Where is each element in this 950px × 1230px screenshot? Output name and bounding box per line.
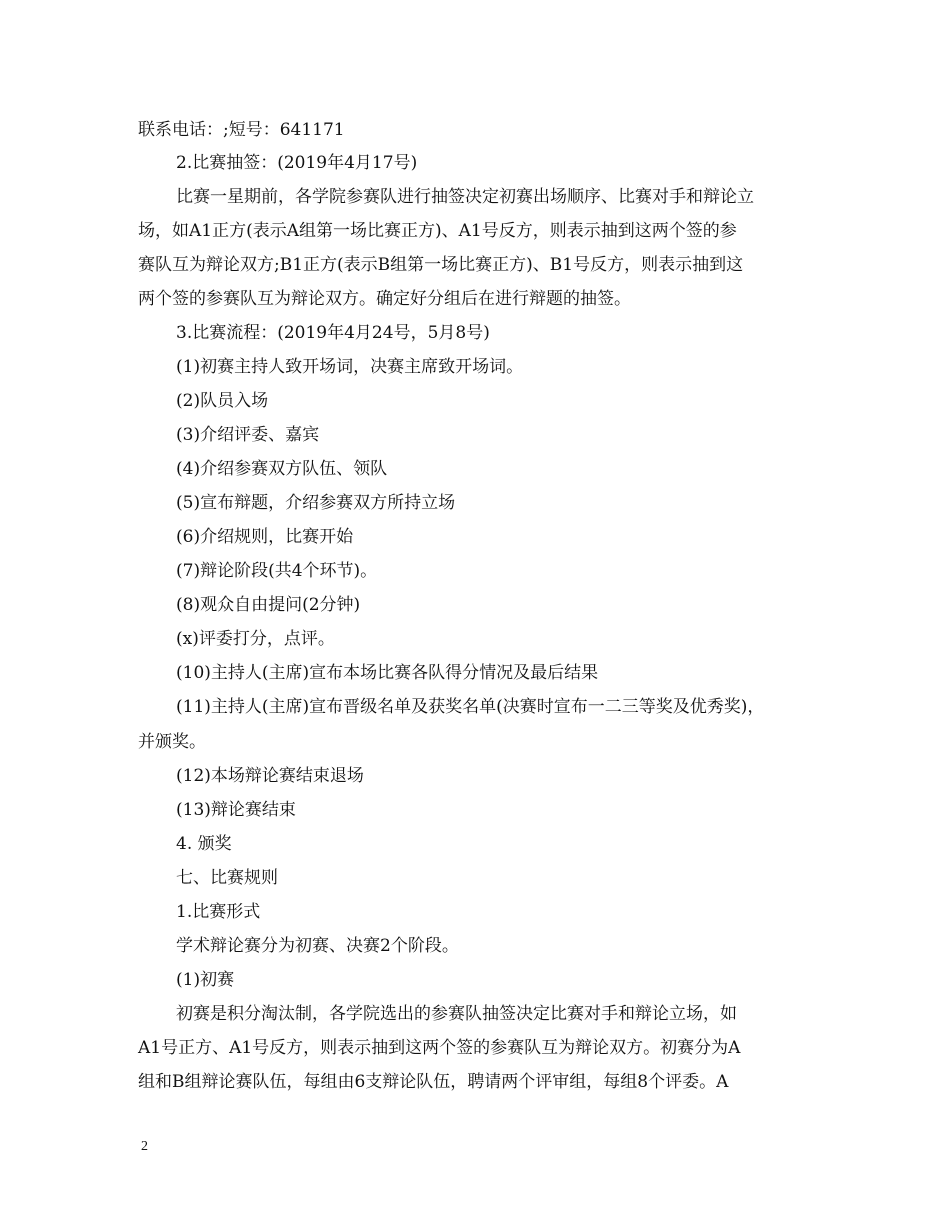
- text-line: 比赛一星期前，各学院参赛队进行抽签决定初赛出场顺序、比赛对手和辩论立: [176, 187, 754, 207]
- text-line: (x)评委打分，点评。: [176, 629, 335, 649]
- text-line: (8)观众自由提问(2分钟): [176, 595, 361, 615]
- text-line: 学术辩论赛分为初赛、决赛2个阶段。: [176, 936, 459, 956]
- text-line: (10)主持人(主席)宣布本场比赛各队得分情况及最后结果: [176, 663, 599, 683]
- text-line: (2)队员入场: [176, 391, 269, 411]
- text-line: 1.比赛形式: [176, 902, 261, 922]
- text-line: (7)辩论阶段(共4个环节)。: [176, 561, 378, 581]
- text-line: 七、比赛规则: [176, 868, 278, 888]
- page-number: 2: [141, 1139, 148, 1154]
- text-line: (4)介绍参赛双方队伍、领队: [176, 459, 388, 479]
- text-line: 4. 颁奖: [176, 834, 232, 854]
- text-line: (6)介绍规则，比赛开始: [176, 527, 354, 547]
- text-line: (1)初赛主持人致开场词，决赛主席致开场词。: [176, 357, 524, 377]
- text-line: A1号正方、A1号反方，则表示抽到这两个签的参赛队互为辩论双方。初赛分为A: [138, 1038, 741, 1058]
- text-line: (3)介绍评委、嘉宾: [176, 425, 320, 445]
- text-line: 并颁奖。: [138, 732, 206, 752]
- text-line: 联系电话：;短号：641171: [138, 120, 345, 140]
- text-line: (5)宣布辩题，介绍参赛双方所持立场: [176, 493, 456, 513]
- text-line: (11)主持人(主席)宣布晋级名单及获奖名单(决赛时宣布一二三等奖及优秀奖)，: [176, 697, 765, 717]
- text-line: 2.比赛抽签：(2019年4月17号): [176, 153, 418, 173]
- text-line: 两个签的参赛队互为辩论双方。确定好分组后在进行辩题的抽签。: [138, 289, 631, 309]
- text-line: (13)辩论赛结束: [176, 800, 296, 820]
- text-line: (1)初赛: [176, 970, 235, 990]
- text-line: 场，如A1正方(表示A组第一场比赛正方)、A1号反方，则表示抽到这两个签的参: [138, 221, 737, 241]
- text-line: 赛队互为辩论双方;B1正方(表示B组第一场比赛正方)、B1号反方，则表示抽到这: [138, 255, 744, 275]
- text-line: (12)本场辩论赛结束退场: [176, 766, 364, 786]
- text-line: 初赛是积分淘汰制，各学院选出的参赛队抽签决定比赛对手和辩论立场，如: [176, 1004, 737, 1024]
- text-line: 组和B组辩论赛队伍，每组由6支辩论队伍，聘请两个评审组，每组8个评委。A: [138, 1072, 729, 1092]
- text-line: 3.比赛流程：(2019年4月24号，5月8号): [176, 323, 490, 343]
